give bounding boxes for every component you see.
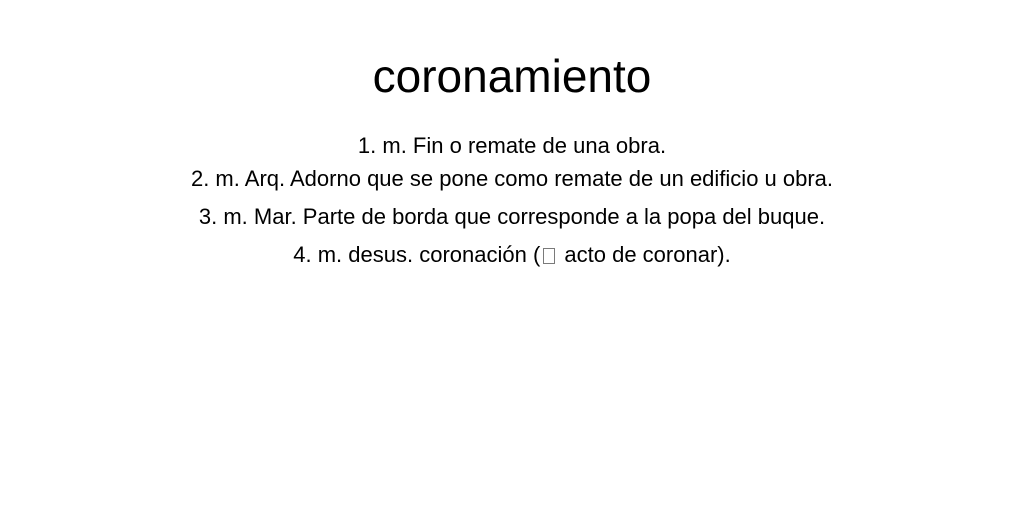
definition-2: 2. m. Arq. Adorno que se pone como remate de un edificio u obra. (190, 166, 834, 191)
definition-4 (0, 241, 1024, 269)
entry-headword: coronamiento (372, 50, 652, 102)
definition-3: 3. m. Mar. Parte de borda que corresponde a la popa del buque. (198, 204, 826, 229)
definition-1: 1. m. Fin o remate de una obra. (357, 133, 667, 158)
missing-glyph-icon (543, 248, 555, 264)
definition-4-prefix: 4. m. desus. coronación ( (293, 242, 541, 267)
definition-4-suffix: acto de coronar). (558, 242, 731, 267)
